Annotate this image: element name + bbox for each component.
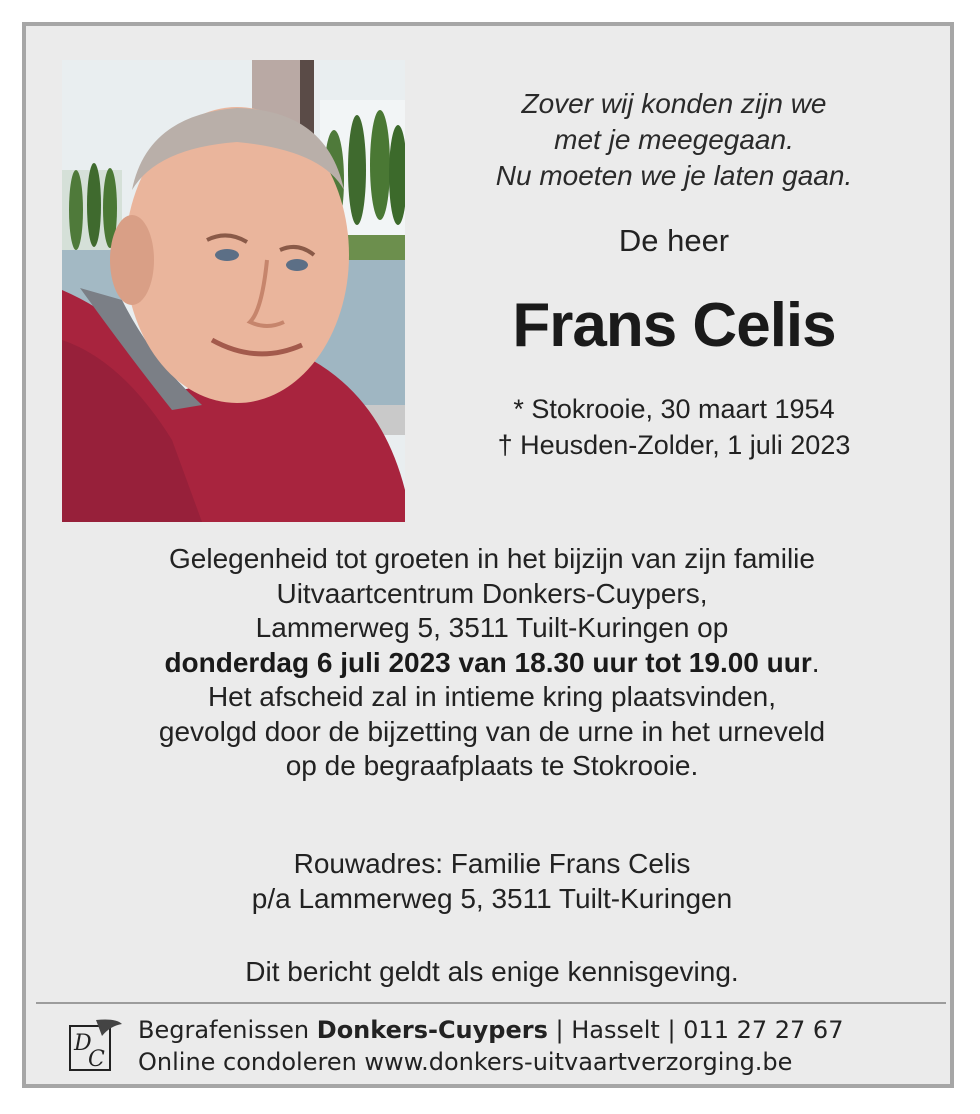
funeral-home-logo — [66, 1016, 124, 1078]
footer-contact: | Hasselt | 011 27 27 67 — [547, 1016, 844, 1044]
life-dates — [436, 391, 912, 463]
visitation-line: Uitvaartcentrum Donkers-Cuypers, — [276, 577, 708, 609]
footer-company: Donkers-Cuypers — [316, 1016, 548, 1044]
visitation-line: Lammerweg 5, 3511 Tuilt-Kuringen op — [255, 612, 729, 643]
portrait-photo — [62, 60, 405, 522]
header-column — [436, 86, 912, 463]
visitation-line: op de begraafplaats te Stokrooie. — [285, 750, 699, 781]
footer-prefix: Begrafenissen — [138, 1016, 310, 1044]
visitation-datetime-end: . — [811, 646, 820, 678]
footer — [66, 1014, 926, 1084]
deceased-name: Frans Celis — [512, 291, 836, 360]
obituary-card — [22, 22, 954, 1088]
address-line: p/a Lammerweg 5, 3511 Tuilt-Kuringen — [251, 883, 733, 914]
visitation-line: Het afscheid zal in intieme kring plaatsvinden, — [207, 681, 777, 712]
visitation-line: Gelegenheid tot groeten in het bijzijn van zijn familie — [169, 543, 815, 574]
address-line: Rouwadres: Familie Frans Celis — [293, 848, 691, 879]
poem — [436, 86, 912, 194]
death-date: † Heusden-Zolder, 1 juli 2023 — [497, 430, 851, 460]
poem-line: Nu moeten we je laten gaan. — [495, 160, 853, 191]
footer-divider — [36, 1002, 946, 1004]
poem-line: Zover wij konden zijn we — [521, 88, 827, 119]
mourning-address — [26, 846, 958, 916]
footer-company-line — [138, 1014, 843, 1046]
svg-text:D: D — [74, 1031, 92, 1056]
footer-online-line[interactable]: Online condoleren www.donkers-uitvaartverzorging.be — [138, 1048, 793, 1076]
birth-date: * Stokrooie, 30 maart 1954 — [513, 394, 835, 424]
visitation-datetime — [26, 646, 958, 681]
visitation-text — [26, 542, 958, 784]
svg-text:C: C — [88, 1047, 105, 1072]
visitation-datetime-bold: donderdag 6 juli 2023 van 18.30 uur tot 19.00 uur — [164, 646, 812, 678]
title-prefix: De heer — [618, 223, 730, 258]
poem-line: met je meegegaan. — [554, 124, 794, 155]
visitation-line: gevolgd door de bijzetting van de urne in het urneveld — [158, 715, 826, 747]
footer-text — [138, 1014, 843, 1078]
notice-text: Dit bericht geldt als enige kennisgeving. — [245, 956, 739, 987]
